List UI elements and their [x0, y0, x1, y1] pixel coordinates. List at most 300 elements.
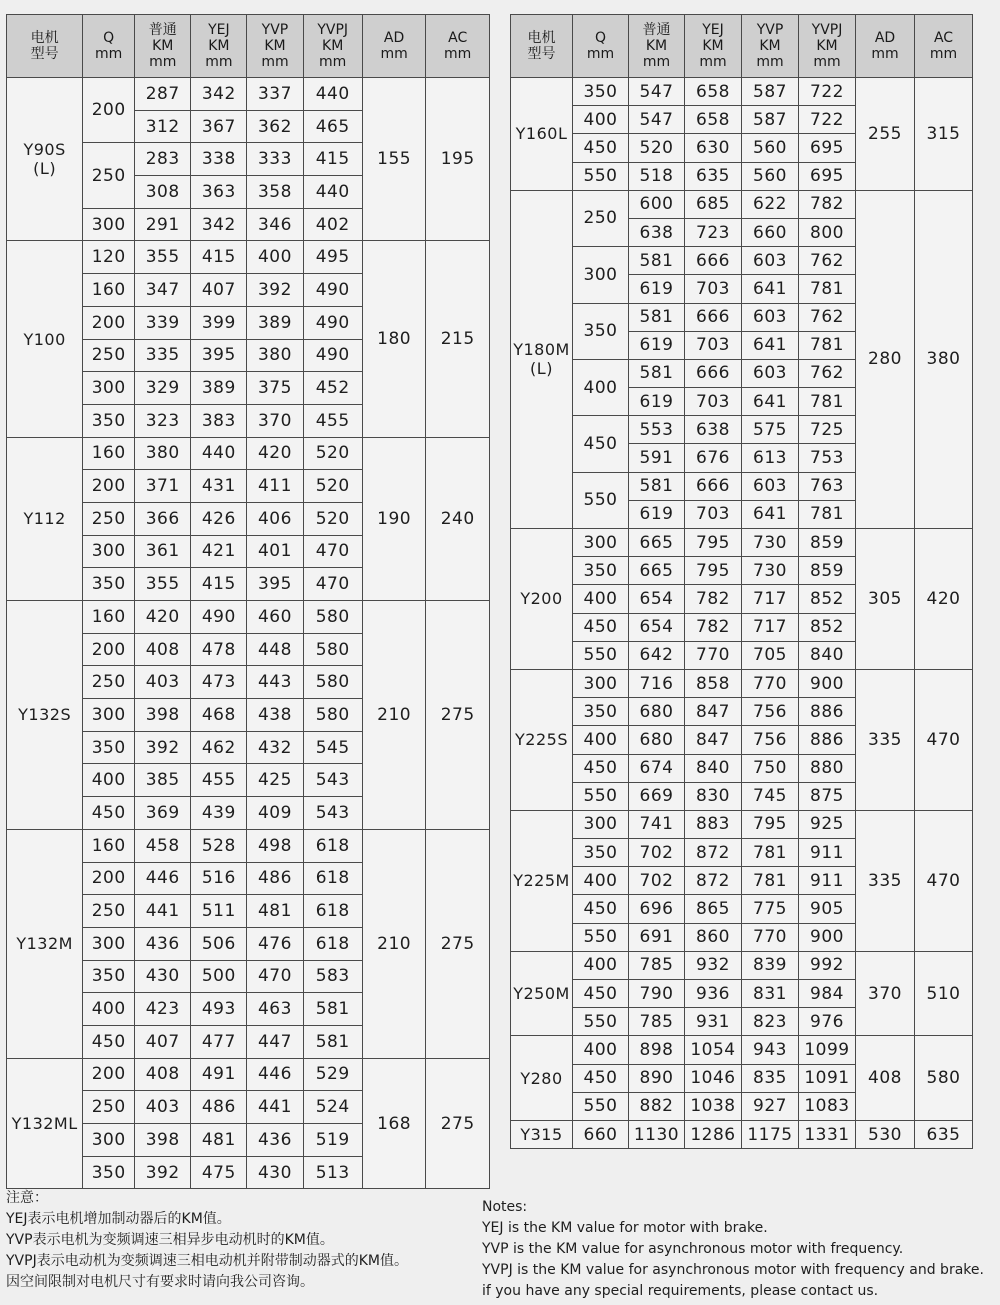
km-value-cell: 703	[685, 275, 742, 303]
km-value-cell: 436	[247, 1124, 303, 1157]
note-line: YEJ is the KM value for motor with brake.	[482, 1220, 768, 1236]
km-value-cell: 575	[742, 416, 799, 444]
km-value-cell: 486	[191, 1091, 247, 1124]
q-value-cell: 550	[573, 162, 629, 190]
q-value-cell: 450	[573, 895, 629, 923]
km-value-cell: 741	[629, 810, 685, 838]
table-header-row	[511, 15, 973, 78]
table-row	[7, 241, 490, 274]
km-value-cell: 441	[135, 895, 191, 928]
column-header: YEJ KM mm	[191, 15, 247, 78]
q-value-cell: 550	[573, 782, 629, 810]
km-value-cell: 852	[799, 613, 856, 641]
km-value-cell: 782	[799, 190, 856, 218]
motor-model-cell: Y250M	[511, 951, 573, 1036]
km-value-cell: 408	[135, 1058, 191, 1091]
km-value-cell: 380	[135, 437, 191, 470]
km-value-cell: 438	[247, 699, 303, 732]
column-header: YVPJ KM mm	[799, 15, 856, 78]
km-value-cell: 619	[629, 275, 685, 303]
motor-model-cell: Y112	[7, 437, 83, 600]
km-value-cell: 439	[191, 797, 247, 830]
km-value-cell: 781	[799, 275, 856, 303]
q-value-cell: 350	[83, 568, 135, 601]
km-value-cell: 823	[742, 1008, 799, 1036]
q-value-cell: 200	[83, 633, 135, 666]
table-row	[7, 829, 490, 862]
motor-model-cell: Y132M	[7, 829, 83, 1058]
km-value-cell: 361	[135, 535, 191, 568]
km-value-cell: 703	[685, 331, 742, 359]
km-value-cell: 476	[247, 927, 303, 960]
km-value-cell: 795	[685, 529, 742, 557]
q-value-cell: 200	[83, 470, 135, 503]
ac-value-cell: 215	[426, 241, 490, 437]
km-value-cell: 795	[742, 810, 799, 838]
km-value-cell: 358	[247, 176, 303, 209]
km-value-cell: 470	[303, 535, 362, 568]
km-value-cell: 370	[247, 404, 303, 437]
km-value-cell: 781	[799, 388, 856, 416]
q-value-cell: 200	[83, 306, 135, 339]
km-value-cell: 859	[799, 529, 856, 557]
km-value-cell: 547	[629, 78, 685, 106]
km-value-cell: 409	[247, 797, 303, 830]
km-value-cell: 398	[135, 1124, 191, 1157]
q-value-cell: 660	[573, 1120, 629, 1148]
motor-model-cell: Y132ML	[7, 1058, 83, 1189]
km-value-cell: 366	[135, 502, 191, 535]
q-value-cell: 400	[573, 585, 629, 613]
q-value-cell: 400	[573, 359, 629, 415]
km-value-cell: 753	[799, 444, 856, 472]
q-value-cell: 350	[83, 404, 135, 437]
ac-value-cell: 275	[426, 601, 490, 830]
km-value-cell: 421	[191, 535, 247, 568]
km-value-cell: 900	[799, 923, 856, 951]
q-value-cell: 300	[573, 669, 629, 697]
km-value-cell: 529	[303, 1058, 362, 1091]
km-value-cell: 420	[135, 601, 191, 634]
km-value-cell: 872	[685, 867, 742, 895]
km-value-cell: 635	[685, 162, 742, 190]
km-value-cell: 408	[135, 633, 191, 666]
column-header: YVPJ KM mm	[303, 15, 362, 78]
km-value-cell: 420	[247, 437, 303, 470]
ad-value-cell: 155	[362, 78, 426, 241]
km-value-cell: 401	[247, 535, 303, 568]
ac-value-cell: 275	[426, 1058, 490, 1189]
km-value-cell: 312	[135, 110, 191, 143]
km-value-cell: 665	[629, 557, 685, 585]
note-line: YVPJ is the KM value for asynchronous motor with frequency and brake.	[482, 1262, 984, 1278]
km-value-cell: 723	[685, 218, 742, 246]
km-value-cell: 500	[191, 960, 247, 993]
column-header: 电机 型号	[7, 15, 83, 78]
q-value-cell: 400	[573, 951, 629, 979]
km-value-cell: 781	[799, 331, 856, 359]
km-value-cell: 790	[629, 980, 685, 1008]
q-value-cell: 550	[573, 641, 629, 669]
q-value-cell: 350	[83, 731, 135, 764]
q-value-cell: 350	[573, 303, 629, 359]
km-value-cell: 415	[191, 241, 247, 274]
km-value-cell: 613	[742, 444, 799, 472]
km-value-cell: 560	[742, 162, 799, 190]
km-value-cell: 383	[191, 404, 247, 437]
km-value-cell: 430	[247, 1156, 303, 1189]
km-value-cell: 338	[191, 143, 247, 176]
km-value-cell: 859	[799, 557, 856, 585]
q-value-cell: 450	[573, 613, 629, 641]
column-header: YVP KM mm	[247, 15, 303, 78]
notes-english	[482, 1197, 997, 1302]
km-value-cell: 430	[135, 960, 191, 993]
km-value-cell: 1091	[799, 1064, 856, 1092]
km-value-cell: 770	[742, 923, 799, 951]
km-value-cell: 363	[191, 176, 247, 209]
km-value-cell: 641	[742, 500, 799, 528]
ac-value-cell: 275	[426, 829, 490, 1058]
ac-value-cell: 470	[915, 810, 973, 951]
km-value-cell: 618	[303, 862, 362, 895]
km-value-cell: 898	[629, 1036, 685, 1064]
km-value-cell: 703	[685, 388, 742, 416]
km-value-cell: 392	[247, 274, 303, 307]
km-value-cell: 883	[685, 810, 742, 838]
ac-value-cell: 635	[915, 1120, 973, 1148]
km-value-cell: 603	[742, 303, 799, 331]
km-value-cell: 1046	[685, 1064, 742, 1092]
km-value-cell: 800	[799, 218, 856, 246]
column-header: 普通 KM mm	[135, 15, 191, 78]
q-value-cell: 300	[83, 372, 135, 405]
km-value-cell: 399	[191, 306, 247, 339]
km-value-cell: 882	[629, 1092, 685, 1120]
table-row	[511, 529, 973, 557]
q-value-cell: 250	[573, 190, 629, 246]
km-value-cell: 380	[247, 339, 303, 372]
km-value-cell: 465	[303, 110, 362, 143]
km-value-cell: 440	[191, 437, 247, 470]
ac-value-cell: 240	[426, 437, 490, 600]
km-value-cell: 717	[742, 613, 799, 641]
km-value-cell: 669	[629, 782, 685, 810]
km-value-cell: 840	[685, 754, 742, 782]
km-value-cell: 756	[742, 698, 799, 726]
km-value-cell: 847	[685, 698, 742, 726]
q-value-cell: 160	[83, 601, 135, 634]
km-value-cell: 400	[247, 241, 303, 274]
km-value-cell: 835	[742, 1064, 799, 1092]
km-value-cell: 666	[685, 359, 742, 387]
km-value-cell: 287	[135, 78, 191, 111]
km-value-cell: 407	[191, 274, 247, 307]
column-header: AC mm	[915, 15, 973, 78]
km-value-cell: 473	[191, 666, 247, 699]
km-value-cell: 658	[685, 78, 742, 106]
km-value-cell: 1083	[799, 1092, 856, 1120]
km-value-cell: 587	[742, 106, 799, 134]
km-value-cell: 395	[247, 568, 303, 601]
km-value-cell: 583	[303, 960, 362, 993]
km-value-cell: 666	[685, 247, 742, 275]
km-value-cell: 520	[629, 134, 685, 162]
km-value-cell: 770	[685, 641, 742, 669]
column-header: AD mm	[362, 15, 426, 78]
ad-value-cell: 255	[856, 78, 915, 191]
column-header: YEJ KM mm	[685, 15, 742, 78]
km-value-cell: 665	[629, 529, 685, 557]
ad-value-cell: 280	[856, 190, 915, 528]
km-value-cell: 603	[742, 359, 799, 387]
note-line: YVPJ表示电动机为变频调速三相电动机并附带制动器式的KM值。	[6, 1253, 408, 1269]
ad-value-cell: 210	[362, 829, 426, 1058]
table-row	[511, 1036, 973, 1064]
km-value-cell: 785	[629, 951, 685, 979]
km-value-cell: 291	[135, 208, 191, 241]
km-value-cell: 432	[247, 731, 303, 764]
q-value-cell: 450	[83, 797, 135, 830]
km-value-cell: 847	[685, 726, 742, 754]
km-value-cell: 654	[629, 585, 685, 613]
ac-value-cell: 470	[915, 669, 973, 810]
left-dimension-table	[6, 14, 490, 1189]
km-value-cell: 638	[685, 416, 742, 444]
km-value-cell: 362	[247, 110, 303, 143]
q-value-cell: 250	[83, 1091, 135, 1124]
km-value-cell: 756	[742, 726, 799, 754]
km-value-cell: 750	[742, 754, 799, 782]
km-value-cell: 347	[135, 274, 191, 307]
km-value-cell: 335	[135, 339, 191, 372]
km-value-cell: 1038	[685, 1092, 742, 1120]
km-value-cell: 1331	[799, 1120, 856, 1148]
km-value-cell: 491	[191, 1058, 247, 1091]
km-value-cell: 890	[629, 1064, 685, 1092]
km-value-cell: 641	[742, 331, 799, 359]
motor-model-cell: Y100	[7, 241, 83, 437]
table-header-row	[7, 15, 490, 78]
km-value-cell: 641	[742, 275, 799, 303]
km-value-cell: 666	[685, 472, 742, 500]
km-value-cell: 470	[247, 960, 303, 993]
km-value-cell: 591	[629, 444, 685, 472]
q-value-cell: 400	[573, 1036, 629, 1064]
right-dimension-table-panel	[510, 14, 972, 1149]
q-value-cell: 250	[83, 502, 135, 535]
q-value-cell: 160	[83, 437, 135, 470]
km-value-cell: 943	[742, 1036, 799, 1064]
km-value-cell: 581	[629, 247, 685, 275]
q-value-cell: 400	[573, 726, 629, 754]
table-row	[511, 669, 973, 697]
ad-value-cell: 180	[362, 241, 426, 437]
km-value-cell: 342	[191, 208, 247, 241]
km-value-cell: 440	[303, 78, 362, 111]
table-row	[511, 951, 973, 979]
km-value-cell: 398	[135, 699, 191, 732]
q-value-cell: 250	[83, 666, 135, 699]
km-value-cell: 872	[685, 839, 742, 867]
column-header: AD mm	[856, 15, 915, 78]
km-value-cell: 641	[742, 388, 799, 416]
km-value-cell: 407	[135, 1025, 191, 1058]
q-value-cell: 400	[573, 106, 629, 134]
km-value-cell: 703	[685, 500, 742, 528]
km-value-cell: 580	[303, 666, 362, 699]
km-value-cell: 543	[303, 797, 362, 830]
km-value-cell: 470	[303, 568, 362, 601]
km-value-cell: 858	[685, 669, 742, 697]
q-value-cell: 160	[83, 274, 135, 307]
km-value-cell: 1130	[629, 1120, 685, 1148]
ac-value-cell: 420	[915, 529, 973, 670]
km-value-cell: 513	[303, 1156, 362, 1189]
column-header: Q mm	[573, 15, 629, 78]
km-value-cell: 392	[135, 731, 191, 764]
note-line: 因空间限制对电机尺寸有要求时请向我公司咨询。	[6, 1274, 314, 1290]
km-value-cell: 545	[303, 731, 362, 764]
km-value-cell: 371	[135, 470, 191, 503]
km-value-cell: 333	[247, 143, 303, 176]
km-value-cell: 600	[629, 190, 685, 218]
table-row	[511, 810, 973, 838]
km-value-cell: 695	[799, 162, 856, 190]
km-value-cell: 770	[742, 669, 799, 697]
km-value-cell: 455	[303, 404, 362, 437]
column-header: YVP KM mm	[742, 15, 799, 78]
km-value-cell: 781	[742, 839, 799, 867]
km-value-cell: 478	[191, 633, 247, 666]
km-value-cell: 490	[303, 339, 362, 372]
column-header: 普通 KM mm	[629, 15, 685, 78]
motor-model-cell: Y225M	[511, 810, 573, 951]
q-value-cell: 450	[573, 980, 629, 1008]
km-value-cell: 1286	[685, 1120, 742, 1148]
km-value-cell: 392	[135, 1156, 191, 1189]
km-value-cell: 481	[247, 895, 303, 928]
km-value-cell: 618	[303, 895, 362, 928]
km-value-cell: 481	[191, 1124, 247, 1157]
motor-model-cell: Y280	[511, 1036, 573, 1121]
km-value-cell: 642	[629, 641, 685, 669]
q-value-cell: 350	[573, 557, 629, 585]
km-value-cell: 722	[799, 78, 856, 106]
km-value-cell: 403	[135, 666, 191, 699]
q-value-cell: 300	[83, 699, 135, 732]
km-value-cell: 520	[303, 437, 362, 470]
q-value-cell: 250	[83, 339, 135, 372]
km-value-cell: 831	[742, 980, 799, 1008]
notes-chinese	[6, 1188, 476, 1293]
km-value-cell: 932	[685, 951, 742, 979]
km-value-cell: 468	[191, 699, 247, 732]
km-value-cell: 880	[799, 754, 856, 782]
q-value-cell: 200	[83, 862, 135, 895]
km-value-cell: 283	[135, 143, 191, 176]
km-value-cell: 745	[742, 782, 799, 810]
km-value-cell: 462	[191, 731, 247, 764]
km-value-cell: 619	[629, 388, 685, 416]
q-value-cell: 250	[83, 143, 135, 208]
km-value-cell: 580	[303, 633, 362, 666]
km-value-cell: 553	[629, 416, 685, 444]
km-value-cell: 865	[685, 895, 742, 923]
km-value-cell: 547	[629, 106, 685, 134]
km-value-cell: 630	[685, 134, 742, 162]
km-value-cell: 402	[303, 208, 362, 241]
km-value-cell: 460	[247, 601, 303, 634]
motor-model-cell: Y160L	[511, 78, 573, 191]
q-value-cell: 200	[83, 1058, 135, 1091]
ad-value-cell: 190	[362, 437, 426, 600]
km-value-cell: 581	[629, 303, 685, 331]
km-value-cell: 490	[303, 306, 362, 339]
km-value-cell: 702	[629, 867, 685, 895]
km-value-cell: 490	[191, 601, 247, 634]
q-value-cell: 200	[83, 78, 135, 143]
km-value-cell: 581	[629, 472, 685, 500]
km-value-cell: 458	[135, 829, 191, 862]
q-value-cell: 550	[573, 472, 629, 528]
left-dimension-table-panel	[6, 14, 490, 1189]
km-value-cell: 441	[247, 1091, 303, 1124]
km-value-cell: 638	[629, 218, 685, 246]
q-value-cell: 250	[83, 895, 135, 928]
note-line: YVP is the KM value for asynchronous motor with frequency.	[482, 1241, 904, 1257]
km-value-cell: 543	[303, 764, 362, 797]
km-value-cell: 475	[191, 1156, 247, 1189]
q-value-cell: 120	[83, 241, 135, 274]
table-row	[511, 1120, 973, 1148]
column-header: 电机 型号	[511, 15, 573, 78]
km-value-cell: 618	[303, 829, 362, 862]
km-value-cell: 666	[685, 303, 742, 331]
q-value-cell: 550	[573, 923, 629, 951]
column-header: AC mm	[426, 15, 490, 78]
km-value-cell: 580	[303, 699, 362, 732]
km-value-cell: 840	[799, 641, 856, 669]
km-value-cell: 680	[629, 698, 685, 726]
km-value-cell: 415	[191, 568, 247, 601]
km-value-cell: 423	[135, 993, 191, 1026]
km-value-cell: 385	[135, 764, 191, 797]
km-value-cell: 411	[247, 470, 303, 503]
km-value-cell: 839	[742, 951, 799, 979]
table-row	[7, 1058, 490, 1091]
km-value-cell: 436	[135, 927, 191, 960]
table-row	[511, 190, 973, 218]
km-value-cell: 730	[742, 557, 799, 585]
q-value-cell: 300	[83, 208, 135, 241]
q-value-cell: 400	[83, 993, 135, 1026]
km-value-cell: 619	[629, 331, 685, 359]
ad-value-cell: 370	[856, 951, 915, 1036]
km-value-cell: 1099	[799, 1036, 856, 1064]
km-value-cell: 992	[799, 951, 856, 979]
ad-value-cell: 168	[362, 1058, 426, 1189]
q-value-cell: 450	[573, 754, 629, 782]
km-value-cell: 782	[685, 585, 742, 613]
km-value-cell: 520	[303, 502, 362, 535]
km-value-cell: 685	[685, 190, 742, 218]
km-value-cell: 619	[629, 500, 685, 528]
km-value-cell: 936	[685, 980, 742, 1008]
km-value-cell: 452	[303, 372, 362, 405]
q-value-cell: 350	[83, 960, 135, 993]
km-value-cell: 495	[303, 241, 362, 274]
